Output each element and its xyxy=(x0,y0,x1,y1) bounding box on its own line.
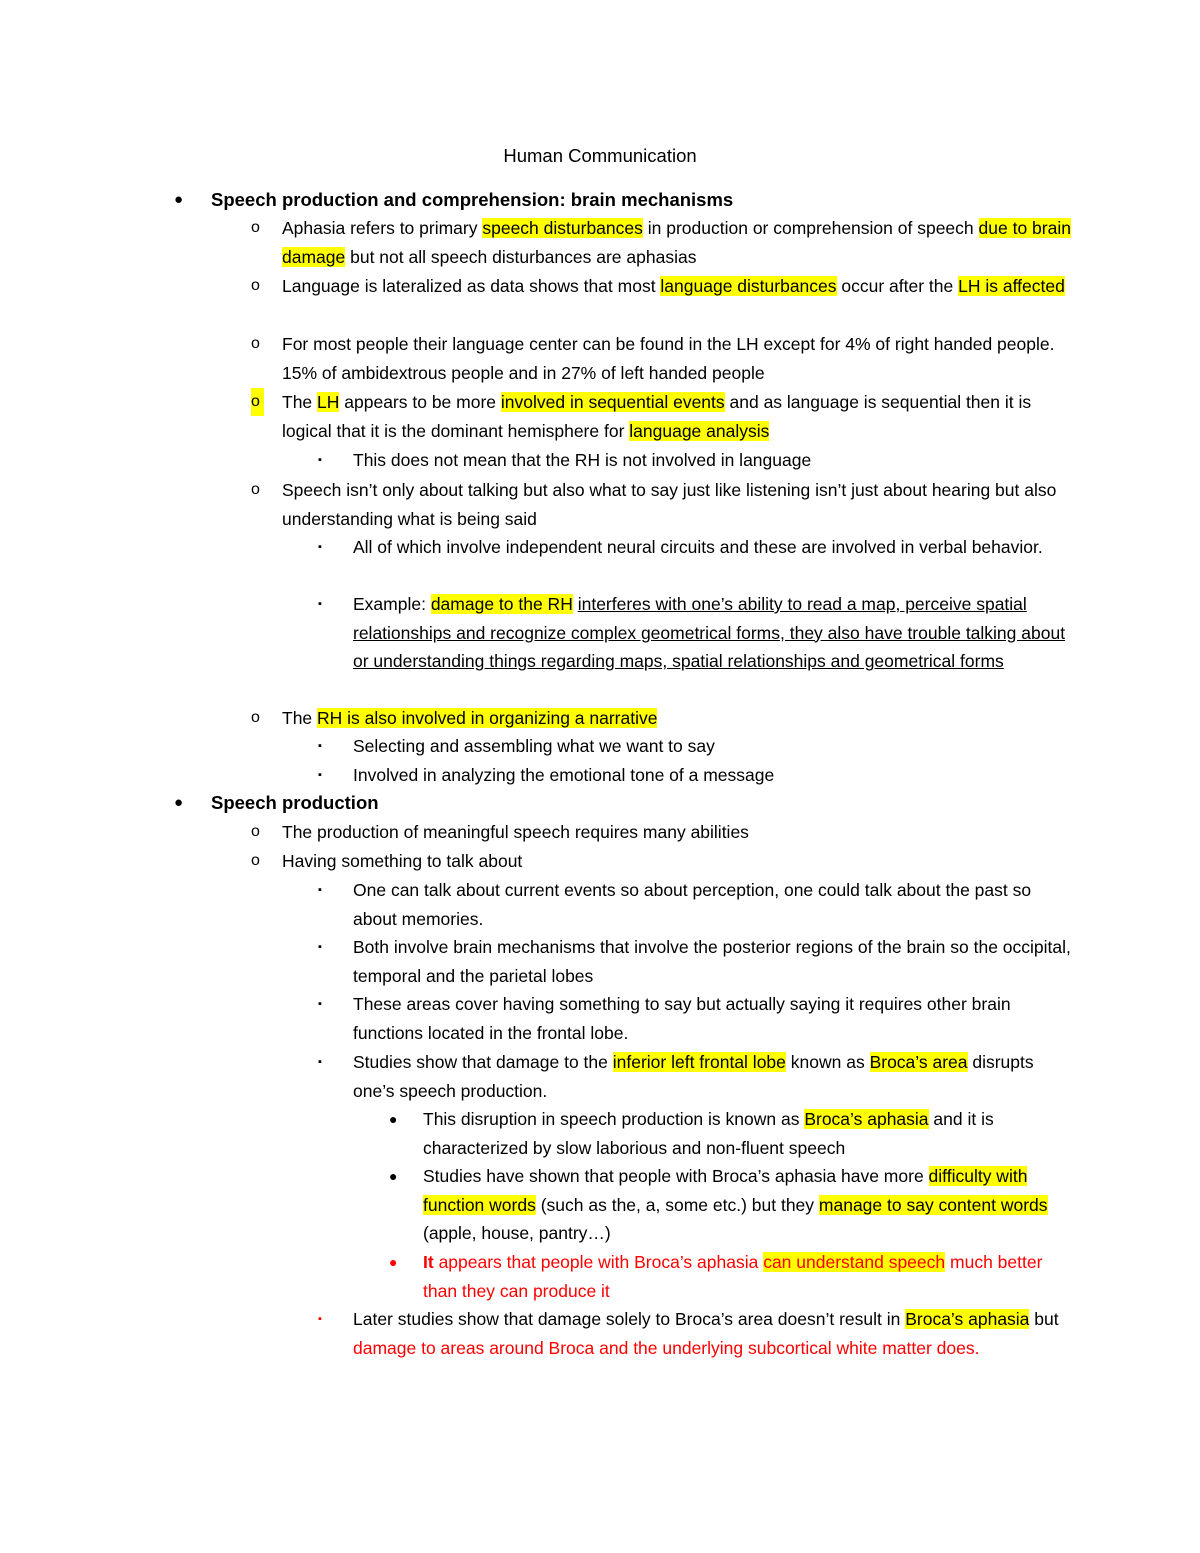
highlighted-text: LH xyxy=(317,392,340,412)
text-span: much better than they can produce it xyxy=(423,1252,1043,1301)
circle-marker: o xyxy=(251,823,260,840)
section-heading: Speech production xyxy=(211,792,379,813)
text-span: The xyxy=(282,708,318,728)
text-span: but not all speech disturbances are aphasias xyxy=(345,246,697,267)
highlighted-text: manage to say content words xyxy=(818,1194,1048,1215)
dot-marker: ● xyxy=(389,1168,398,1184)
bullet-marker: ● xyxy=(174,191,184,208)
text-span: appears that people with Broca’s aphasia xyxy=(433,1252,764,1272)
text-span: but xyxy=(1029,1309,1059,1329)
dot-marker: ● xyxy=(389,1254,398,1270)
dot-marker: ● xyxy=(389,1111,398,1127)
text-span: One can talk about current events so about perception, one could talk about the past so about memories. xyxy=(353,880,1032,929)
highlighted-text: inferior left frontal lobe xyxy=(612,1052,786,1072)
text-span: The xyxy=(282,392,318,412)
square-marker: ▪ xyxy=(318,998,322,1010)
highlighted-text: due to brain damage xyxy=(282,218,1071,267)
highlighted-text: RH is also involved in organizing a narrative xyxy=(317,708,658,728)
highlighted-text: difficulty with function words xyxy=(423,1166,1028,1215)
text-span: Aphasia refers to primary xyxy=(282,218,483,238)
square-marker: ▪ xyxy=(318,541,322,553)
highlighted-text: Broca’s aphasia xyxy=(804,1109,929,1129)
circle-marker: o xyxy=(251,277,260,294)
text-span: disrupts one’s speech production. xyxy=(353,1052,1034,1101)
text-span: These areas cover having something to say but actually saying it requires other brain functions located in the frontal lobe. xyxy=(353,994,1011,1043)
highlighted-text: LH is affected xyxy=(958,276,1065,296)
text-span: known as xyxy=(785,1052,870,1072)
text-span: Later studies show that damage solely to Broca’s area doesn’t result in xyxy=(353,1309,906,1329)
text-span: For most people their language center can be found in the LH except for 4% of right handed people. 15% of ambidextrous people and in 27% of left handed people xyxy=(282,334,1055,383)
highlighted-text: can understand speech xyxy=(763,1252,946,1272)
document-title: Human Communication xyxy=(503,145,697,166)
bullet-marker: ● xyxy=(174,794,184,811)
highlighted-text: Broca’s aphasia xyxy=(905,1309,1030,1329)
text-span: and as language is sequential then it is logical that it is the dominant hemisphere for xyxy=(282,392,1032,441)
text-span: Both involve brain mechanisms that involve the posterior regions of the brain so the occipital, temporal and the parietal lobes xyxy=(353,937,1071,986)
square-marker: ▪ xyxy=(318,769,322,781)
text-span: Having something to talk about xyxy=(282,851,523,871)
square-marker: ▪ xyxy=(318,884,322,896)
highlighted-text: speech disturbances xyxy=(482,218,643,238)
highlighted-text: language analysis xyxy=(629,420,770,441)
text-span: Studies have shown that people with Broca’s aphasia have more xyxy=(423,1166,929,1186)
text-span: The production of meaningful speech requires many abilities xyxy=(282,822,749,842)
text-span: occur after the xyxy=(836,276,959,296)
text-span: and it is characterized by slow laborious and non-fluent speech xyxy=(423,1109,994,1158)
square-marker: ▪ xyxy=(318,598,322,610)
text-span: Studies show that damage to the xyxy=(353,1052,613,1072)
text-span: Language is lateralized as data shows that most xyxy=(282,276,661,296)
square-marker: ▪ xyxy=(318,1313,322,1325)
text-span: This does not mean that the RH is not involved in language xyxy=(353,450,812,470)
circle-marker: o xyxy=(251,709,260,726)
text-span: in production or comprehension of speech xyxy=(642,218,979,238)
square-marker: ▪ xyxy=(318,1056,322,1068)
square-marker: ▪ xyxy=(318,941,322,953)
highlighted-text: language disturbances xyxy=(660,276,837,296)
circle-marker: o xyxy=(251,481,260,498)
circle-marker: o xyxy=(251,388,264,416)
highlighted-text: damage to the RH xyxy=(430,594,573,614)
text-span: Involved in analyzing the emotional tone of a message xyxy=(353,765,775,785)
text-span: (such as the, a, some etc.) but they xyxy=(535,1194,819,1215)
text-span: Selecting and assembling what we want to say xyxy=(353,736,715,756)
text-span: appears to be more xyxy=(339,392,501,412)
text-span: This disruption in speech production is known as xyxy=(423,1109,805,1129)
red-text: damage to areas around Broca and the underlying subcortical white matter does. xyxy=(353,1337,980,1358)
text-span: Speech isn’t only about talking but also what to say just like listening isn’t just about hearing but also understanding what is being said xyxy=(282,480,1057,529)
section-heading: Speech production and comprehension: brain mechanisms xyxy=(211,189,734,210)
text-span: Example: xyxy=(353,594,431,614)
highlighted-text: involved in sequential events xyxy=(500,392,725,412)
square-marker: ▪ xyxy=(318,740,322,752)
highlighted-text: Broca’s area xyxy=(869,1052,968,1072)
text-span: All of which involve independent neural circuits and these are involved in verbal behavior. xyxy=(353,537,1043,557)
text-span: (apple, house, pantry…) xyxy=(423,1223,611,1244)
circle-marker: o xyxy=(251,335,260,352)
circle-marker: o xyxy=(251,219,260,236)
square-marker: ▪ xyxy=(318,454,322,466)
underlined-text: interferes with one’s ability to read a map, perceive spatial relationships and recognize complex geometrical forms, they also have trouble talking about or understanding things regarding maps, spatial relationships and geometrical forms xyxy=(353,594,1066,672)
circle-marker: o xyxy=(251,852,260,869)
bold-text: It xyxy=(423,1252,434,1272)
